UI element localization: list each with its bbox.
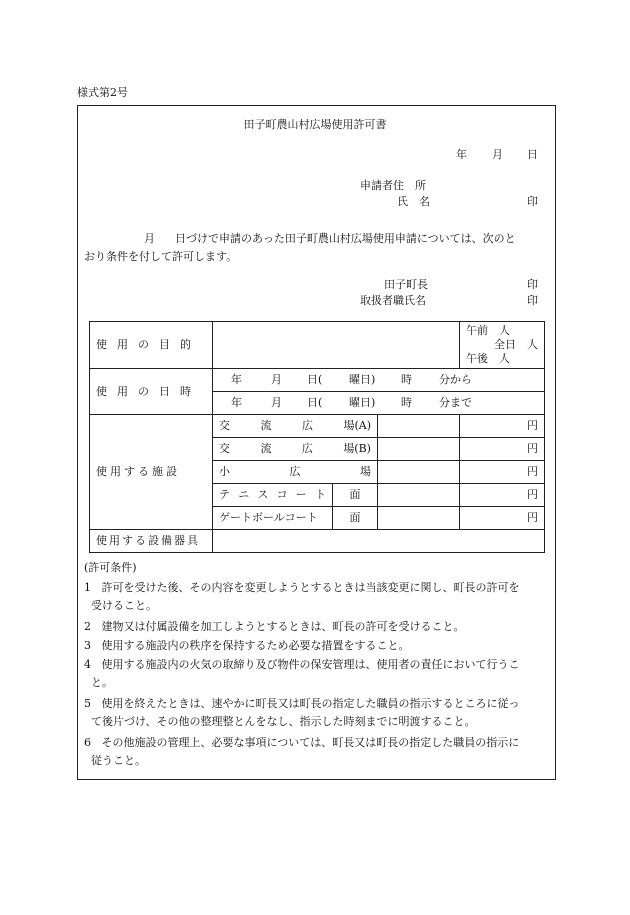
equipment-value-cell[interactable] bbox=[213, 530, 545, 553]
datetime-to-cell[interactable] bbox=[213, 392, 545, 415]
facility-unit-4[interactable] bbox=[333, 484, 378, 507]
to-weekday: 曜日) bbox=[349, 396, 376, 409]
form-number: 様式第2号 bbox=[77, 86, 128, 99]
facility-fee-4[interactable]: 円 bbox=[460, 484, 545, 507]
facility-label: 使用する施設 bbox=[90, 415, 213, 530]
attendance-pm: 午後 人 bbox=[466, 352, 511, 365]
date-day: 日 bbox=[527, 148, 538, 161]
to-month: 月 bbox=[271, 396, 282, 409]
from-year: 年 bbox=[231, 373, 242, 386]
body-line-1-text: 日づけで申請のあった田子町農山村広場使用申請については、次のと bbox=[175, 232, 516, 245]
datetime-row-from bbox=[90, 369, 545, 392]
datetime-label: 使用の日時 bbox=[90, 369, 213, 415]
facility-row-1 bbox=[90, 415, 545, 438]
equipment-row bbox=[90, 530, 545, 553]
page-title: 田子町農山村広場使用許可書 bbox=[243, 118, 387, 131]
equipment-label: 使用する設備器具 bbox=[90, 530, 213, 553]
body-month: 月 bbox=[144, 232, 155, 245]
date-month: 月 bbox=[492, 148, 503, 161]
facility-fee-3[interactable]: 円 bbox=[460, 461, 545, 484]
to-year: 年 bbox=[231, 396, 242, 409]
purpose-row bbox=[90, 322, 545, 369]
facility-fee-1[interactable]: 円 bbox=[460, 415, 545, 438]
facility-unit-label-5: 面 bbox=[349, 511, 361, 525]
facility-qty-2[interactable] bbox=[378, 438, 460, 461]
date-year: 年 bbox=[456, 148, 467, 161]
conditions-heading: (許可条件) bbox=[84, 561, 137, 574]
body-line-2: おり条件を付して許可します。 bbox=[84, 250, 238, 263]
from-minute: 分から bbox=[439, 373, 472, 386]
condition-6: 6 その他施設の管理上、必要な事項については、町長又は町長の指定した職員の指示に 従うこと。 bbox=[84, 736, 520, 767]
facility-name-1: 交 流 広 場(A) bbox=[213, 415, 378, 438]
purpose-value-cell[interactable] bbox=[213, 322, 460, 369]
facility-qty-5[interactable] bbox=[378, 507, 460, 530]
to-hour: 時 bbox=[401, 396, 412, 409]
facility-name-5: ゲートボールコート bbox=[213, 507, 333, 530]
to-day: 日( bbox=[307, 396, 323, 409]
attendance-allday: 全日 人 bbox=[494, 338, 539, 351]
from-weekday: 曜日) bbox=[349, 373, 376, 386]
condition-5: 5 使用を終えたときは、速やかに町長又は町長の指定した職員の指示するところに従っ て後片づけ、その他の整理整とんをなし、指示した時刻までに明渡すること。 bbox=[84, 697, 520, 728]
attendance-am: 午前 人 bbox=[466, 324, 511, 337]
applicant-address-label: 申請者住 所 bbox=[360, 179, 426, 192]
facility-name-2: 交 流 広 場(B) bbox=[213, 438, 378, 461]
applicant-seal: 印 bbox=[527, 195, 538, 208]
facility-fee-2[interactable]: 円 bbox=[460, 438, 545, 461]
condition-1: 1 許可を受けた後、その内容を変更しようとするときは当該変更に関し、町長の許可を 受けること。 bbox=[84, 581, 520, 612]
attendance-cell[interactable] bbox=[460, 322, 545, 369]
facility-name-3: 小 広 場 bbox=[213, 461, 378, 484]
facility-unit-label-4: 面 bbox=[349, 488, 361, 502]
from-hour: 時 bbox=[401, 373, 412, 386]
body-line-1 bbox=[84, 230, 552, 248]
condition-2: 2 建物又は付属設備を加工しようとするときは、町長の許可を受けること。 bbox=[84, 620, 465, 633]
facility-unit-5[interactable] bbox=[333, 507, 378, 530]
from-day: 日( bbox=[307, 373, 323, 386]
facility-qty-4[interactable] bbox=[378, 484, 460, 507]
facility-name-4: テ ニ ス コ ー ト bbox=[213, 484, 333, 507]
datetime-from-cell[interactable] bbox=[213, 369, 545, 392]
purpose-label: 使用の目的 bbox=[90, 322, 213, 369]
facility-fee-5[interactable]: 円 bbox=[460, 507, 545, 530]
issuer-mayor: 田子町長 bbox=[384, 278, 428, 291]
issuer-officer: 取扱者職氏名 bbox=[360, 294, 426, 307]
facility-qty-3[interactable] bbox=[378, 461, 460, 484]
condition-3: 3 使用する施設内の秩序を保持するため必要な措置をすること。 bbox=[84, 639, 410, 652]
issuer-mayor-seal: 印 bbox=[527, 278, 538, 291]
condition-4: 4 使用する施設内の火気の取締り及び物件の保安管理は、使用者の責任において行うこ と。 bbox=[84, 658, 520, 689]
from-month: 月 bbox=[271, 373, 282, 386]
facility-qty-1[interactable] bbox=[378, 415, 460, 438]
body-paragraph bbox=[84, 230, 552, 266]
applicant-name-label: 氏 名 bbox=[397, 195, 430, 208]
usage-table bbox=[89, 321, 545, 553]
to-minute: 分まで bbox=[439, 396, 472, 409]
issuer-officer-seal: 印 bbox=[527, 294, 538, 307]
